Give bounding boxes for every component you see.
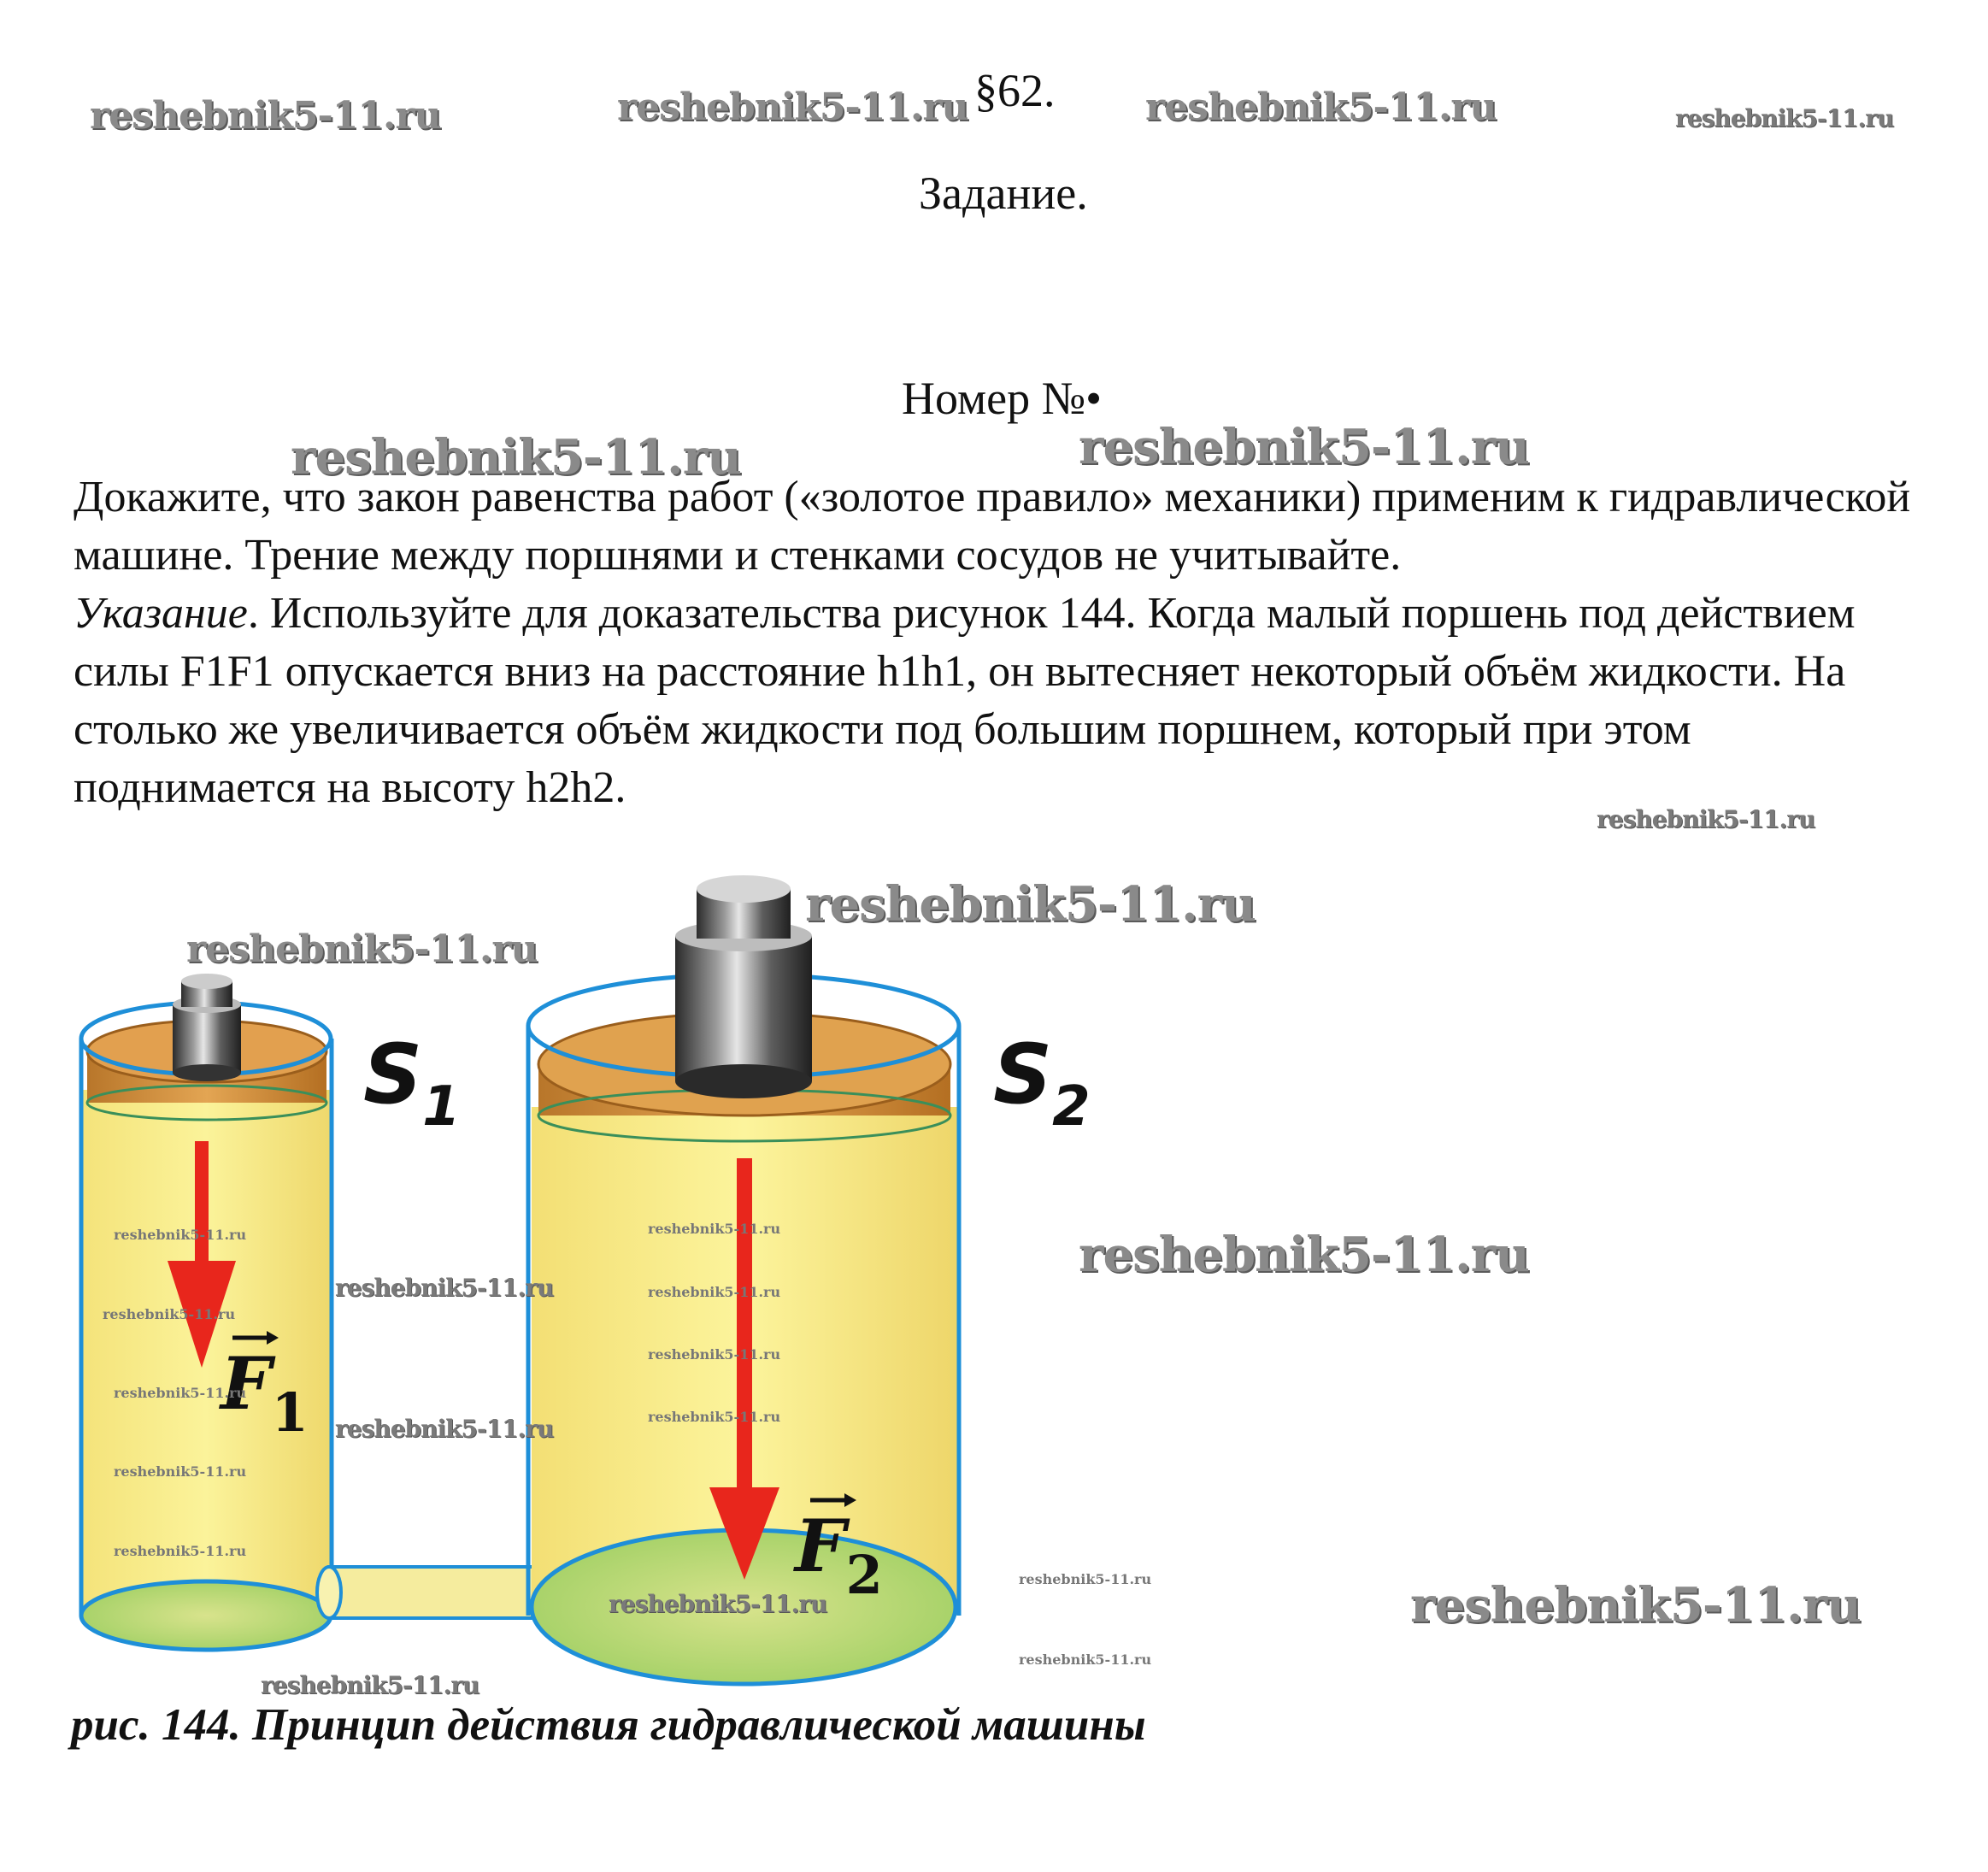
watermark: reshebnik5-11.ru: [1410, 1577, 1861, 1634]
watermark: reshebnik5-11.ru: [1597, 805, 1815, 833]
hint-text: . Используйте для доказательства рисунок 144. Когда малый поршень под действием силы F1F1 опускается вниз на расстояние h1h1, он вытесняет некоторый объём жидкости. На столько же увеличивается объём жидкости под большим поршнем, который при этом поднимается на высоту h2h2.: [74, 589, 1856, 812]
watermark: reshebnik5-11.ru: [648, 1409, 781, 1425]
svg-text:F1: $F_1$: [221, 1341, 309, 1444]
watermark: reshebnik5-11.ru: [1019, 1651, 1152, 1668]
watermark: reshebnik5-11.ru: [114, 1543, 247, 1559]
watermark: reshebnik5-11.ru: [90, 94, 441, 138]
watermark: reshebnik5-11.ru: [114, 1227, 247, 1243]
watermark: reshebnik5-11.ru: [1079, 1227, 1529, 1283]
watermark: reshebnik5-11.ru: [103, 1306, 236, 1322]
watermark: reshebnik5-11.ru: [186, 927, 538, 971]
watermark: reshebnik5-11.ru: [335, 1415, 554, 1443]
task-heading: Задание.: [919, 168, 1088, 219]
watermark: reshebnik5-11.ru: [617, 85, 968, 129]
watermark: reshebnik5-11.ru: [291, 429, 741, 486]
hint-label: Указание: [74, 589, 248, 638]
small-weight-icon: [173, 974, 241, 1081]
figure-caption: рис. 144. Принцип действия гидравлической машины: [71, 1700, 1146, 1750]
large-weight-icon: [675, 875, 812, 1098]
task-number: Номер №•: [902, 373, 1103, 424]
watermark: reshebnik5-11.ru: [1675, 104, 1894, 132]
watermark: reshebnik5-11.ru: [648, 1346, 781, 1363]
problem-text: Докажите, что закон равенства работ («золотое правило» механики) применим к гидравлической машине. Трение между поршнями и стенками сосудов не учитывайте.: [74, 473, 1911, 580]
watermark: reshebnik5-11.ru: [1019, 1571, 1152, 1587]
svg-text:F2: $F_2$: [795, 1504, 883, 1606]
watermark: reshebnik5-11.ru: [114, 1385, 247, 1401]
watermark: reshebnik5-11.ru: [609, 1590, 827, 1618]
watermark: reshebnik5-11.ru: [648, 1284, 781, 1300]
watermark: reshebnik5-11.ru: [1079, 419, 1529, 475]
label-s2: $S_2$: [993, 1027, 1091, 1139]
watermark: reshebnik5-11.ru: [1145, 85, 1497, 129]
watermark: reshebnik5-11.ru: [335, 1274, 554, 1302]
section-number: §62.: [974, 65, 1056, 116]
watermark: reshebnik5-11.ru: [648, 1221, 781, 1237]
watermark: reshebnik5-11.ru: [261, 1671, 479, 1699]
watermark: reshebnik5-11.ru: [114, 1463, 247, 1480]
label-s1: $S_1$: [363, 1027, 461, 1139]
watermark: reshebnik5-11.ru: [805, 876, 1256, 933]
